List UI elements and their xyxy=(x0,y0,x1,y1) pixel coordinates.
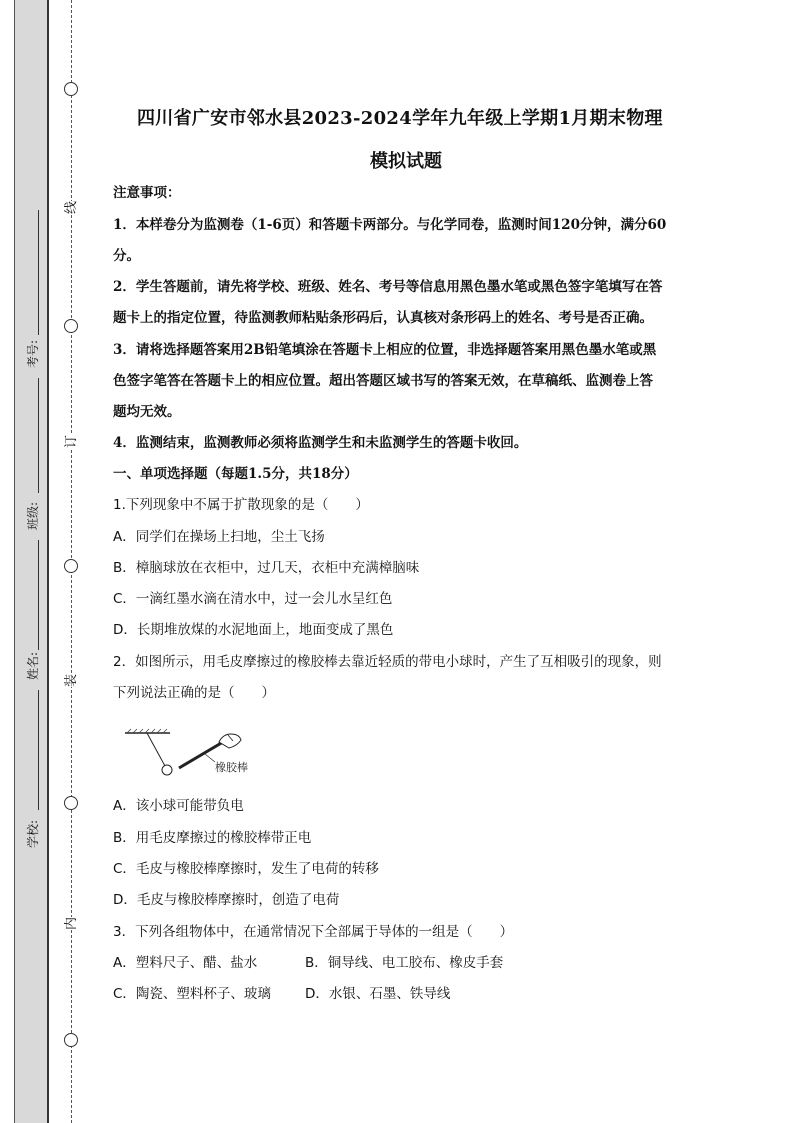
option-c: C．毛皮与橡胶棒摩擦时，发生了电荷的转移 xyxy=(113,861,379,877)
notice-item: 2．学生答题前，请先将学校、班级、姓名、考号等信息用黑色墨水笔或黑色签字笔填写在答 xyxy=(113,279,663,295)
option-a: A．同学们在操场上扫地，尘土飞扬 xyxy=(113,529,325,545)
question-stem: 2．如图所示，用毛皮摩擦过的橡胶棒去靠近轻质的带电小球时，产生了互相吸引的现象，则 xyxy=(113,654,662,670)
notice-item: 题卡上的指定位置，待监测教师粘贴条形码后，认真核对条形码上的姓名、考号是否正确。 xyxy=(113,310,653,326)
notice-item: 题均无效。 xyxy=(113,404,181,420)
option-d: D．水银、石墨、铁导线 xyxy=(305,986,451,1002)
binding-hole-circle xyxy=(64,1033,78,1047)
option-b: B．用毛皮摩擦过的橡胶棒带正电 xyxy=(113,830,312,846)
question-stem: 3．下列各组物体中，在通常情况下全部属于导体的一组是（ ） xyxy=(113,924,514,940)
class-line xyxy=(38,378,39,493)
option-d: D．长期堆放煤的水泥地面上，地面变成了黑色 xyxy=(113,622,394,638)
charged-ball-figure xyxy=(115,728,275,783)
binding-hole-circle xyxy=(64,82,78,96)
binding-hole-circle xyxy=(64,319,78,333)
binding-cut-char: 线 xyxy=(60,201,79,214)
binding-cut-char: 内 xyxy=(60,917,79,930)
name-line xyxy=(38,540,39,650)
option-b: B．铜导线、电工胶布、橡皮手套 xyxy=(305,955,504,971)
notice-item: 3．请将选择题答案用2B铅笔填涂在答题卡上相应的位置，非选择题答案用黑色墨水笔或黑 xyxy=(113,342,657,358)
option-a: A．塑料尺子、醋、盐水 xyxy=(113,955,258,971)
class-label: 班级: xyxy=(26,501,40,530)
option-b: B．樟脑球放在衣柜中，过几天，衣柜中充满樟脑味 xyxy=(113,560,420,576)
notice-item: 分。 xyxy=(113,248,140,264)
notice-item: 1．本样卷分为监测卷（1-6页）和答题卡两部分。与化学同卷，监测时间120分钟，满分60 xyxy=(113,217,667,233)
binding-hole-circle xyxy=(64,796,78,810)
binding-cut-char: 装 xyxy=(60,674,79,687)
option-a: A．该小球可能带负电 xyxy=(113,798,244,814)
exam-number-label: 考号: xyxy=(26,339,40,368)
school-line xyxy=(38,690,39,810)
name-label: 姓名: xyxy=(26,651,40,680)
question-stem-cont: 下列说法正确的是（ ） xyxy=(113,685,275,701)
exam-number-line xyxy=(38,210,39,335)
section-heading: 一、单项选择题（每题1.5分，共18分） xyxy=(113,466,358,482)
school-label: 学校: xyxy=(26,819,40,848)
binding-strip xyxy=(14,0,49,1123)
binding-cut-char: 订 xyxy=(60,435,79,448)
option-c: C．陶瓷、塑料杯子、玻璃 xyxy=(113,986,271,1002)
notice-heading: 注意事项： xyxy=(113,185,181,201)
figure-label: 橡胶棒 xyxy=(215,761,248,774)
binding-hole-circle xyxy=(64,559,78,573)
paper-title-line2: 模拟试题 xyxy=(370,151,442,172)
paper-title: 四川省广安市邻水县2023-2024学年九年级上学期1月期末物理 xyxy=(137,108,663,129)
notice-item: 色签字笔答在答题卡上的相应位置。超出答题区域书写的答案无效，在草稿纸、监测卷上答 xyxy=(113,373,653,389)
option-d: D．毛皮与橡胶棒摩擦时，创造了电荷 xyxy=(113,892,340,908)
question-stem: 1.下列现象中不属于扩散现象的是（ ） xyxy=(113,497,369,513)
notice-item: 4．监测结束，监测教师必须将监测学生和未监测学生的答题卡收回。 xyxy=(113,435,528,451)
option-c: C．一滴红墨水滴在清水中，过一会儿水呈红色 xyxy=(113,591,393,607)
